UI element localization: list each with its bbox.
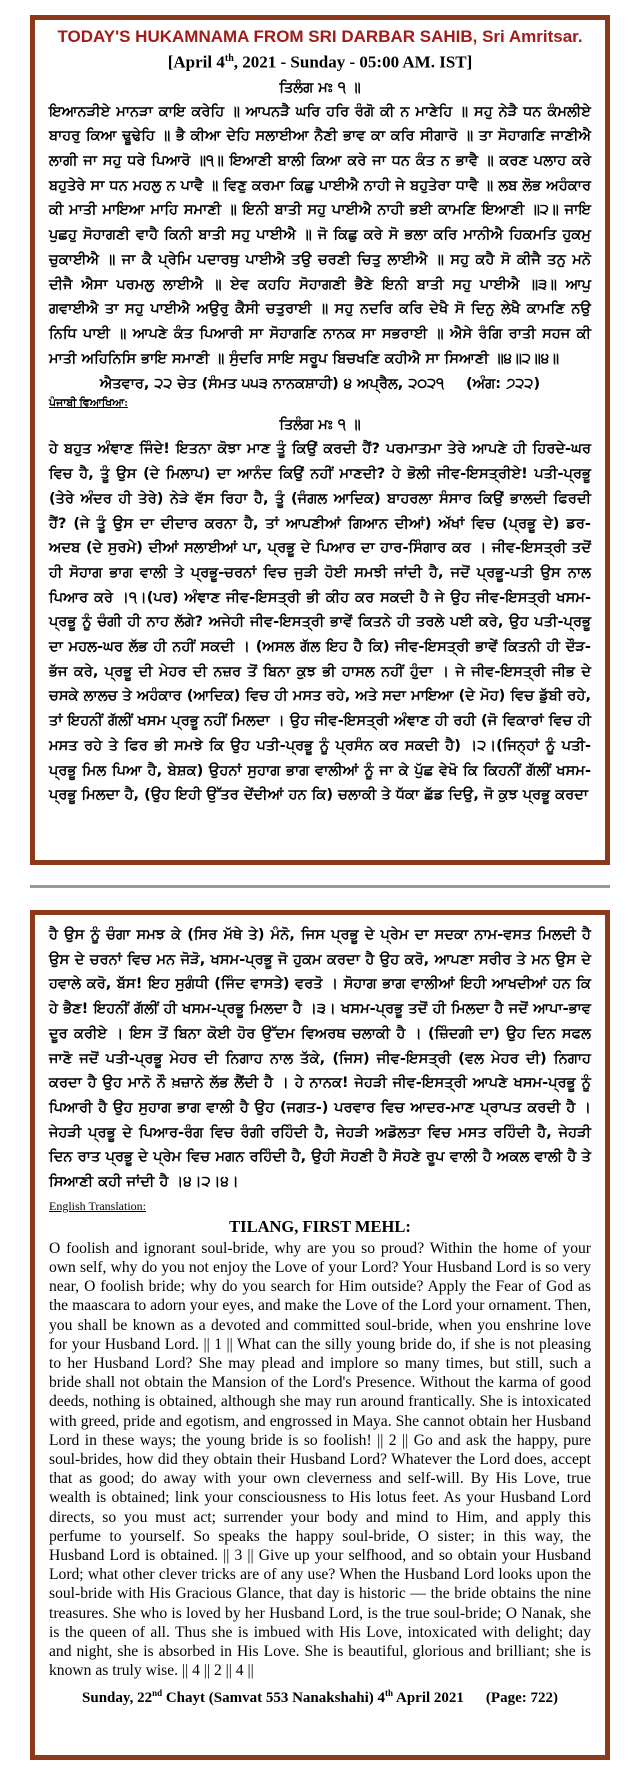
english-label: English Translation: (49, 1198, 147, 1213)
english-page-ref: (Page: 722) (485, 1690, 558, 1707)
gurbani-ang: (ਅੰਗ: ੭੨੨) (466, 376, 541, 393)
punjabi-text-part1: ਹੇ ਬਹੁਤ ਅੰਞਾਣ ਜਿੰਦੇ! ਇਤਨਾ ਕੋਝਾ ਮਾਣ ਤੂੰ ਕਿਉਂ ਕਰਦੀ ਹੈਂ? ਪਰਮਾਤਮਾ ਤੇਰੇ ਆਪਣੇ ਹੀ ਹਿਰਦੇ-ਘਰ ਵਿਚ ਹੈ, ਤੂੰ ਉਸ (ਦੇ ਮਿਲਾਪ) ਦਾ ਆਨੰਦ ਕਿਉਂ ਨਹੀਂ ਮਾਣਦੀ? ਹੇ ਭੋਲੀ ਜੀਵ-ਇਸਤ੍ਰੀਏ! ਪਤੀ-ਪ੍ਰਭੂ (ਤੇਰੇ ਅੰਦਰ ਹੀ ਤੇਰੇ) ਨੇੜੇ ਵੱਸ ਰਿਹਾ ਹੈ, ਤੂੰ (ਜੰਗਲ ਆਦਿਕ) ਬਾਹਰਲਾ ਸੰਸਾਰ ਕਿਉਂ ਭਾਲਦੀ ਫਿਰਦੀ ਹੈਂ? (ਜੇ ਤੂੰ ਉਸ ਦਾ ਦੀਦਾਰ ਕਰਨਾ ਹੈ, ਤਾਂ ਆਪਣੀਆਂ ਗਿਆਨ ਦੀਆਂ) ਅੱਖਾਂ ਵਿਚ (ਪ੍ਰਭੂ ਦੇ) ਡਰ-ਅਦਬ (ਦੇ ਸੁਰਮੇ) ਦੀਆਂ ਸਲਾਈਆਂ ਪਾ, ਪ੍ਰਭੂ ਦੇ ਪਿਆਰ ਦਾ ਹਾਰ-ਸਿੰਗਾਰ ਕਰ । ਜੀਵ-ਇਸਤ੍ਰੀ ਤਦੋਂ ਹੀ ਸੋਹਾਗ ਭਾਗ ਵਾਲੀ ਤੇ ਪ੍ਰਭੂ-ਚਰਨਾਂ ਵਿਚ ਜੁੜੀ ਹੋਈ ਸਮਝੀ ਜਾਂਦੀ ਹੈ, ਜਦੋਂ ਪ੍ਰਭੂ-ਪਤੀ ਉਸ ਨਾਲ ਪਿਆਰ ਕਰੇ ।੧।(ਪਰ) ਅੰਞਾਣ ਜੀਵ-ਇਸਤ੍ਰੀ ਭੀ ਕੀਹ ਕਰ ਸਕਦੀ ਹੈ ਜੇ ਉਹ ਜੀਵ-ਇਸਤ੍ਰੀ ਖਸਮ-ਪ੍ਰਭੂ ਨੂੰ ਚੰਗੀ ਹੀ ਨਾਹ ਲੱਗੇ? ਅਜੇਹੀ ਜੀਵ-ਇਸਤ੍ਰੀ ਭਾਵੇਂ ਕਿਤਨੇ ਹੀ ਤਰਲੇ ਪਈ ਕਰੇ, ਉਹ ਪਤੀ-ਪ੍ਰਭੂ ਦਾ ਮਹਲ-ਘਰ ਲੱਭ ਹੀ ਨਹੀਂ ਸਕਦੀ । (ਅਸਲ ਗੱਲ ਇਹ ਹੈ ਕਿ) ਜੀਵ-ਇਸਤ੍ਰੀ ਭਾਵੇਂ ਕਿਤਨੀ ਹੀ ਦੌੜ-ਭੱਜ ਕਰੇ, ਪ੍ਰਭੂ ਦੀ ਮੇਹਰ ਦੀ ਨਜ਼ਰ ਤੋਂ ਬਿਨਾ ਕੁਝ ਭੀ ਹਾਸਲ ਨਹੀਂ ਹੁੰਦਾ । ਜੇ ਜੀਵ-ਇਸਤ੍ਰੀ ਜੀਭ ਦੇ ਚਸਕੇ ਲਾਲਚ ਤੇ ਅਹੰਕਾਰ (ਆਦਿਕ) ਵਿਚ ਹੀ ਮਸਤ ਰਹੇ, ਅਤੇ ਸਦਾ ਮਾਇਆ (ਦੇ ਮੋਹ) ਵਿਚ ਡੁੱਬੀ ਰਹੇ, ਤਾਂ ਇਹਨੀਂ ਗੱਲੀਂ ਖਸਮ ਪ੍ਰਭੂ ਨਹੀਂ ਮਿਲਦਾ । ਉਹ ਜੀਵ-ਇਸਤ੍ਰੀ ਅੰਞਾਣ ਹੀ ਰਹੀ (ਜੋ ਵਿਕਾਰਾਂ ਵਿਚ ਹੀ ਮਸਤ ਰਹੇ ਤੇ ਫਿਰ ਭੀ ਸਮਝੇ ਕਿ ਉਹ ਪਤੀ-ਪ੍ਰਭੂ ਨੂੰ ਪ੍ਰਸੰਨ ਕਰ ਸਕਦੀ ਹੈ) ।੨।(ਜਿਨ੍ਹਾਂ ਨੂੰ ਪਤੀ-ਪ੍ਰਭੂ ਮਿਲ ਪਿਆ ਹੈ, ਬੇਸ਼ਕ) ਉਹਨਾਂ ਸੁਹਾਗ ਭਾਗ ਵਾਲੀਆਂ ਨੂੰ ਜਾ ਕੇ ਪੁੱਛ ਵੇਖੋ ਕਿ ਕਿਹਨੀਂ ਗੱਲੀਂ ਖਸਮ-ਪ੍ਰਭੂ ਮਿਲਦਾ ਹੈ, (ਉਹ ਇਹੀ ਉੱਤਰ ਦੇਂਦੀਆਂ ਹਨ ਕਿ) ਚਲਾਕੀ ਤੇ ਧੱਕਾ ਛੱਡ ਦਿਉ, ਜੋ ਕੁਝ ਪ੍ਰਭੂ ਕਰਦਾ (49, 440, 591, 804)
gurbani-date: ਐਤਵਾਰ, ੨੨ ਚੇਤ (ਸੰਮਤ ੫੫੩ ਨਾਨਕਸ਼ਾਹੀ) ੪ ਅਪ੍ਰੈਲ, ੨੦੨੧ (99, 376, 445, 393)
gurbani-date-line (49, 373, 591, 395)
section-divider (30, 885, 610, 888)
hukamnama-card-top (30, 15, 610, 865)
punjabi-heading: ਤਿਲੰਗ ਮਃ ੧ ॥ (279, 417, 361, 434)
hukamnama-card-bottom (30, 910, 610, 1760)
punjabi-text-part2: ਹੈ ਉਸ ਨੂੰ ਚੰਗਾ ਸਮਝ ਕੇ (ਸਿਰ ਮੱਥੇ ਤੇ) ਮੰਨੋ, ਜਿਸ ਪ੍ਰਭੂ ਦੇ ਪ੍ਰੇਮ ਦਾ ਸਦਕਾ ਨਾਮ-ਵਸਤ ਮਿਲਦੀ ਹੈ ਉਸ ਦੇ ਚਰਨਾਂ ਵਿਚ ਮਨ ਜੋੜੋ, ਖਸਮ-ਪ੍ਰਭੂ ਜੋ ਹੁਕਮ ਕਰਦਾ ਹੈ ਉਹ ਕਰੋ, ਆਪਣਾ ਸਰੀਰ ਤੇ ਮਨ ਉਸ ਦੇ ਹਵਾਲੇ ਕਰੋ, ਬੱਸ! ਇਹ ਸੁਗੰਧੀ (ਜਿੰਦ ਵਾਸਤੇ) ਵਰਤੋ । ਸੋਹਾਗ ਭਾਗ ਵਾਲੀਆਂ ਇਹੀ ਆਖਦੀਆਂ ਹਨ ਕਿ ਹੇ ਭੈਣ! ਇਹਨੀਂ ਗੱਲੀਂ ਹੀ ਖਸਮ-ਪ੍ਰਭੂ ਮਿਲਦਾ ਹੈ ।੩। ਖਸਮ-ਪ੍ਰਭੂ ਤਦੋਂ ਹੀ ਮਿਲਦਾ ਹੈ ਜਦੋਂ ਆਪਾ-ਭਾਵ ਦੂਰ ਕਰੀਏ । ਇਸ ਤੋਂ ਬਿਨਾ ਕੋਈ ਹੋਰ ਉੱਦਮ ਵਿਅਰਥ ਚਲਾਕੀ ਹੈ । (ਜ਼ਿੰਦਗੀ ਦਾ) ਉਹ ਦਿਨ ਸਫਲ ਜਾਣੋ ਜਦੋਂ ਪਤੀ-ਪ੍ਰਭੂ ਮੇਹਰ ਦੀ ਨਿਗਾਹ ਨਾਲ ਤੱਕੇ, (ਜਿਸ) ਜੀਵ-ਇਸਤ੍ਰੀ (ਵਲ ਮੇਹਰ ਦੀ) ਨਿਗਾਹ ਕਰਦਾ ਹੈ ਉਹ ਮਾਨੋ ਨੌ ਖ਼ਜ਼ਾਨੇ ਲੱਭ ਲੈਂਦੀ ਹੈ । ਹੇ ਨਾਨਕ! ਜੇਹੜੀ ਜੀਵ-ਇਸਤ੍ਰੀ ਆਪਣੇ ਖਸਮ-ਪ੍ਰਭੂ ਨੂੰ ਪਿਆਰੀ ਹੈ ਉਹ ਸੁਹਾਗ ਭਾਗ ਵਾਲੀ ਹੈ ਉਹ (ਜਗਤ-) ਪਰਵਾਰ ਵਿਚ ਆਦਰ-ਮਾਣ ਪ੍ਰਾਪਤ ਕਰਦੀ ਹੈ । ਜੇਹੜੀ ਪ੍ਰਭੂ ਦੇ ਪਿਆਰ-ਰੰਗ ਵਿਚ ਰੰਗੀ ਰਹਿੰਦੀ ਹੈ, ਜੇਹੜੀ ਅਡੋਲਤਾ ਵਿਚ ਮਸਤ ਰਹਿੰਦੀ ਹੈ, ਜੇਹੜੀ ਦਿਨ ਰਾਤ ਪ੍ਰਭੂ ਦੇ ਪ੍ਰੇਮ ਵਿਚ ਮਗਨ ਰਹਿੰਦੀ ਹੈ, ਉਹੀ ਸੋਹਣੀ ਹੈ ਸੋਹਣੇ ਰੂਪ ਵਾਲੀ ਹੈ ਅਕਲ ਵਾਲੀ ਹੈ ਤੇ ਸਿਆਣੀ ਕਹੀ ਜਾਂਦੀ ਹੈ ।੪।੨।੪। (49, 926, 591, 1191)
gurbani-heading: ਤਿਲੰਗ ਮਃ ੧ ॥ (279, 79, 361, 96)
english-heading: TILANG, FIRST MEHL: (229, 1216, 411, 1236)
punjabi-label: ਪੰਜਾਬੀ ਵਿਆਖਿਆ: (49, 397, 128, 410)
english-footer: Sunday, 22nd Chayt (Samvat 553 Nanakshahi) 4th April 2021 (Page: 722) (82, 1688, 558, 1707)
gurbani-text: ਇਆਨੜੀਏ ਮਾਨੜਾ ਕਾਇ ਕਰੇਹਿ ॥ ਆਪਨੜੈ ਘਰਿ ਹਰਿ ਰੰਗੋ ਕੀ ਨ ਮਾਣੇਹਿ ॥ ਸਹੁ ਨੇੜੈ ਧਨ ਕੰਮਲੀਏ ਬਾਹਰੁ ਕਿਆ ਢੂਢੇਹਿ ॥ ਭੈ ਕੀਆ ਦੇਹਿ ਸਲਾਈਆ ਨੈਣੀ ਭਾਵ ਕਾ ਕਰਿ ਸੀਗਾਰੋ ॥ ਤਾ ਸੋਹਾਗਣਿ ਜਾਣੀਐ ਲਾਗੀ ਜਾ ਸਹੁ ਧਰੇ ਪਿਆਰੋ ॥੧॥ ਇਆਣੀ ਬਾਲੀ ਕਿਆ ਕਰੇ ਜਾ ਧਨ ਕੰਤ ਨ ਭਾਵੈ ॥ ਕਰਣ ਪਲਾਹ ਕਰੇ ਬਹੁਤੇਰੇ ਸਾ ਧਨ ਮਹਲੁ ਨ ਪਾਵੈ ॥ ਵਿਣੁ ਕਰਮਾ ਕਿਛੁ ਪਾਈਐ ਨਾਹੀ ਜੇ ਬਹੁਤੇਰਾ ਧਾਵੈ ॥ ਲਬ ਲੋਭ ਅਹੰਕਾਰ ਕੀ ਮਾਤੀ ਮਾਇਆ ਮਾਹਿ ਸਮਾਣੀ ॥ ਇਨੀ ਬਾਤੀ ਸਹੁ ਪਾਈਐ ਨਾਹੀ ਭਈ ਕਾਮਣਿ ਇਆਣੀ ॥੨॥ ਜਾਇ ਪੁਛਹੁ ਸੋਹਾਗਣੀ ਵਾਹੈ ਕਿਨੀ ਬਾਤੀ ਸਹੁ ਪਾਈਐ ॥ ਜੋ ਕਿਛੁ ਕਰੇ ਸੋ ਭਲਾ ਕਰਿ ਮਾਨੀਐ ਹਿਕਮਤਿ ਹੁਕਮੁ ਚੁਕਾਈਐ ॥ ਜਾ ਕੈ ਪ੍ਰੇਮਿ ਪਦਾਰਥੁ ਪਾਈਐ ਤਉ ਚਰਣੀ ਚਿਤੁ ਲਾਈਐ ॥ ਸਹੁ ਕਹੈ ਸੋ ਕੀਜੈ ਤਨੁ ਮਨੋ ਦੀਜੈ ਐਸਾ ਪਰਮਲੁ ਲਾਈਐ ॥ ਏਵ ਕਹਹਿ ਸੋਹਾਗਣੀ ਭੈਣੇ ਇਨੀ ਬਾਤੀ ਸਹੁ ਪਾਈਐ ॥੩॥ ਆਪੁ ਗਵਾਈਐ ਤਾ ਸਹੁ ਪਾਈਐ ਅਉਰੁ ਕੈਸੀ ਚਤੁਰਾਈ ॥ ਸਹੁ ਨਦਰਿ ਕਰਿ ਦੇਖੈ ਸੋ ਦਿਨੁ ਲੇਖੈ ਕਾਮਣਿ ਨਉ ਨਿਧਿ ਪਾਈ ॥ ਆਪਣੇ ਕੰਤ ਪਿਆਰੀ ਸਾ ਸੋਹਾਗਣਿ ਨਾਨਕ ਸਾ ਸਭਰਾਈ ॥ ਐਸੇ ਰੰਗਿ ਰਾਤੀ ਸਹਜ ਕੀ ਮਾਤੀ ਅਹਿਨਿਸਿ ਭਾਇ ਸਮਾਣੀ ॥ ਸੁੰਦਰਿ ਸਾਇ ਸਰੂਪ ਬਿਚਖਣਿ ਕਹੀਐ ਸਾ ਸਿਆਣੀ ॥੪॥੨॥੪॥ (49, 102, 591, 367)
english-text: O foolish and ignorant soul-bride, why are you so proud? Within the home of your own self, why do you not enjoy the Love of your Lord? Your Husband Lord is so very near, O foolish bride; why do you search for Him outside? Apply the Fear of God as the maascara to adorn your eyes, and make the Love of the Lord your ornament. Then, you shall be known as a devoted and committed soul-bride, when you enshrine love for your Husband Lord. || 1 || What can the silly young bride do, if she is not pleasing to her Husband Lord? She may plead and implore so many times, but still, such a bride shall not obtain the Mansion of the Lord's Presence. Without the karma of good deeds, nothing is obtained, although she may run around frantically. She is intoxicated with greed, pride and egotism, and engrossed in Maya. She cannot obtain her Husband Lord in these ways; the young bride is so foolish! || 2 || Go and ask the happy, pure soul-brides, how did they obtain their Husband Lord? Whatever the Lord does, accept that as good; do away with your own cleverness and self-will. By His Love, true wealth is obtained; link your consciousness to His lotus feet. As your Husband Lord directs, so you must act; surrender your body and mind to Him, and apply this perfume to yourself. So speaks the happy soul-bride, O sister; in this way, the Husband Lord is obtained. || 3 || Give up your selfhood, and so obtain your Husband Lord; what other clever tricks are of any use? When the Husband Lord looks upon the soul-bride with His Gracious Glance, that day is historic — the bride obtains the nine treasures. She who is loved by her Husband Lord, is the true soul-bride; O Nanak, she is the queen of all. Thus she is imbued with His Love, intoxicated with delight; day and night, she is absorbed in His Love. She is beautiful, glorious and brilliant; she is known as truly wise. || 4 || 2 || 4 || (49, 1239, 591, 1680)
hukamnama-title: TODAY'S HUKAMNAMA FROM SRI DARBAR SAHIB, Sri Amritsar. (57, 27, 583, 46)
hukamnama-date: [April 4th, 2021 - Sunday - 05:00 AM. IST] (167, 52, 473, 72)
